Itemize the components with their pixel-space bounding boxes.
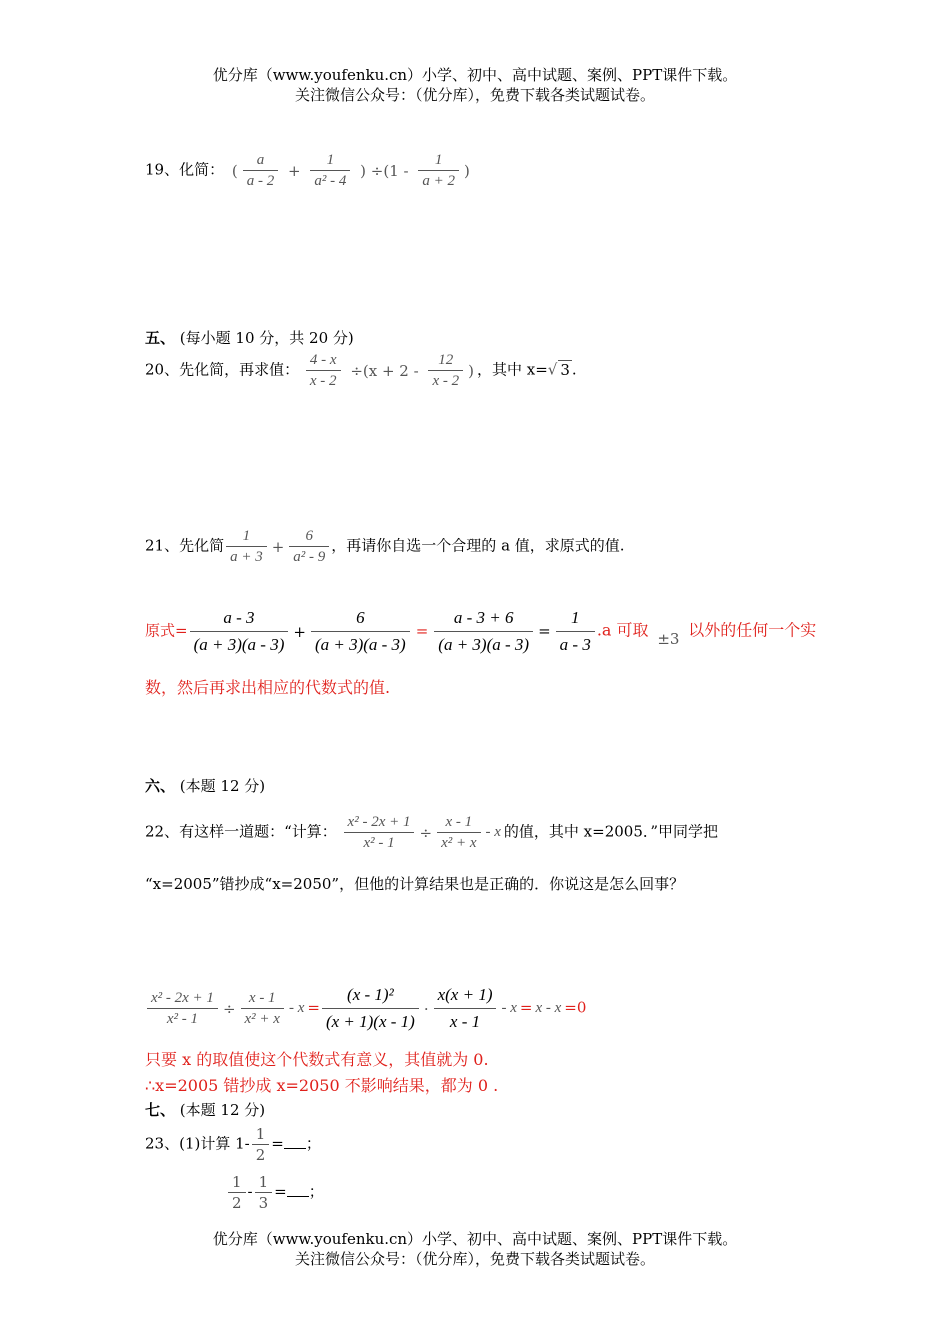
q22-minus-x: - x [485,824,501,840]
q19-f1-den: a - 2 [246,173,275,189]
q20-sqrt-sign: √ [547,360,558,379]
q20-f1-den: x - 2 [309,373,337,389]
ans22-mid: x - x [535,1000,562,1016]
q21-tail: ，再请你自选一个合理的 a 值，求原式的值. [331,536,625,555]
q22-fraction-1 [344,812,415,853]
q21-label: 21、先化简 [145,536,225,555]
q23-fraction-3 [255,1172,273,1213]
footer-line-2: 关注微信公众号：（优分库），免费下载各类试题试卷。 [294,1250,655,1268]
q22-f2-den: x² + x [441,835,477,851]
q22-f1-num: x² - 2x + 1 [344,812,415,833]
ans22-minus-x: - x [288,1000,305,1016]
q20-f2-den: x - 2 [432,373,460,389]
ans21-eq1: = [415,621,429,640]
q19-fraction-2 [310,150,350,191]
q20-fraction-1 [306,350,341,391]
ans21-fraction-1 [190,605,289,658]
q22-div: ÷ [419,823,433,842]
ans21-fraction-2 [311,605,410,658]
q23-f1-den: 2 [255,1146,266,1164]
q21-fraction-2 [289,526,329,567]
q23-f3-num: 1 [255,1172,273,1193]
ans21-plus: + [293,622,306,641]
ans21-eq2: = [538,621,551,640]
q23-blank-2[interactable] [287,1182,309,1197]
q22-label: 22、有这样一道题：“计算： [145,822,337,841]
q19-label: 19、化简： [145,160,225,179]
q20-label: 20、先化简，再求值： [145,360,300,379]
ans21-f1-den: (a + 3)(a - 3) [193,635,285,654]
q23-minus: - [247,1182,253,1201]
ans21-f1-num: a - 3 [190,605,289,632]
q23-blank-1[interactable] [284,1134,306,1149]
ans21-mid: .a 可取 [596,620,649,640]
q20-mid: ÷(x + 2 - [350,361,419,380]
ans22-f1-den: x² - 1 [166,1011,199,1027]
section-6-heading [145,775,265,796]
header-line-1: 优分库（www.youfenku.cn）小学、初中、高中试题、案例、PPT课件下载。 [212,66,738,84]
section-6-desc: (本题 12 分) [179,777,266,795]
q23-eq2: = [274,1182,287,1201]
ans22-f4-num: x(x + 1) [434,982,497,1009]
question-23-part-2 [226,1172,324,1213]
q20-sqrt-value: 3 [560,360,570,379]
q22-tail: 的值，其中 x=2005．”甲同学把 [503,822,719,841]
ans21-line-2: 数，然后再求出相应的代数式的值. [145,678,391,697]
q23-f2-num: 1 [228,1172,246,1193]
q23-end2: ； [308,1182,324,1201]
ans21-prefix: 原式= [145,621,188,640]
ans21-f4-den: a - 3 [559,635,591,654]
q23-end: ； [305,1134,321,1153]
ans22-f3-den: (x + 1)(x - 1) [325,1012,415,1031]
q19-fraction-3 [418,150,459,191]
ans21-f2-num: 6 [311,605,410,632]
header-line-2: 关注微信公众号：（优分库），免费下载各类试题试卷。 [294,86,655,104]
section-7-heading [145,1099,265,1120]
question-22 [145,812,718,853]
section-7-title: 七、 [145,1101,176,1119]
q22-line-2: “x=2005”错抄成“x=2050”，但他的计算结果也是正确的．你说这是怎么回事？ [145,875,685,893]
ans22-eq1: = [307,998,320,1017]
ans21-f3-den: (a + 3)(a - 3) [438,635,530,654]
q22-f2-num: x - 1 [437,812,480,833]
q22-fraction-2 [437,812,480,853]
q21-fraction-1 [226,526,267,567]
q21-f1-num: 1 [226,526,267,547]
ans22-f4-den: x - 1 [449,1012,481,1031]
q23-fraction-1 [252,1124,270,1165]
answer-21 [145,605,816,658]
q21-f1-den: a + 3 [230,549,263,565]
ans22-minus-x2: - x [501,1000,517,1016]
q23-eq: = [271,1134,284,1153]
q20-tail: ，其中 x= [476,360,548,379]
ans22-f3-num: (x - 1)² [322,982,419,1009]
answer-22 [145,982,586,1035]
q20-fraction-2 [428,350,463,391]
q19-f3-num: 1 [418,150,459,171]
q19-mid: ) ÷(1 - [360,161,409,180]
q23-label: 23、(1)计算 1- [145,1134,250,1153]
ans21-f3-num: a - 3 + 6 [434,605,533,632]
ans22-eq3: =0 [564,998,587,1017]
ans22-fraction-1 [147,988,218,1029]
q19-f2-den: a² - 4 [314,173,347,189]
q19-f1-num: a [243,150,279,171]
q23-f1-num: 1 [252,1124,270,1145]
ans22-div: ÷ [222,999,236,1018]
ans22-eq2: = [519,998,533,1017]
ans22-f2-den: x² + x [244,1011,280,1027]
q19-f3-den: a + 2 [422,173,455,189]
ans21-f4-num: 1 [556,605,595,632]
q23-fraction-2 [228,1172,246,1213]
ans21-f2-den: (a + 3)(a - 3) [314,635,406,654]
q23-f3-den: 3 [258,1194,269,1212]
q20-f1-num: 4 - x [306,350,341,371]
section-5-title: 五、 [145,329,176,347]
q19-f2-num: 1 [310,150,350,171]
ans22-fraction-4 [434,982,497,1035]
ans22-dot: · [423,999,429,1018]
q23-f2-den: 2 [232,1194,242,1212]
ans22-f2-num: x - 1 [241,988,284,1009]
ans22-fraction-2 [241,988,284,1029]
ans21-fraction-3 [434,605,533,658]
question-20 [145,350,577,391]
question-21 [145,526,625,567]
q19-close: ) [463,161,470,180]
q21-plus: + [271,537,285,556]
ans22-fraction-3 [322,982,419,1035]
q20-close: ) [468,361,474,380]
ans21-fraction-4 [556,605,595,658]
section-5-desc: (每小题 10 分，共 20 分) [179,329,354,347]
q19-fraction-1 [243,150,279,191]
section-7-desc: (本题 12 分) [179,1101,266,1119]
ans22-f1-num: x² - 2x + 1 [147,988,218,1009]
section-5-heading [145,327,354,348]
q20-f2-num: 12 [428,350,463,371]
ans21-tail: 以外的任何一个实 [688,620,817,640]
q21-f2-den: a² - 9 [293,549,326,565]
section-6-title: 六、 [145,777,176,795]
question-19 [145,150,473,191]
ans22-line-2: 只要 x 的取值使这个代数式有意义，其值就为 0. [145,1050,489,1069]
q19-open: ( [231,161,238,180]
q20-end: . [571,360,577,379]
ans22-line-3: ∴x=2005 错抄成 x=2050 不影响结果，都为 0 . [145,1076,499,1095]
q21-f2-num: 6 [289,526,329,547]
q22-f1-den: x² - 1 [363,835,395,851]
q19-plus: + [288,161,301,180]
ans21-pm3: ±3 [657,629,680,648]
footer-line-1: 优分库（www.youfenku.cn）小学、初中、高中试题、案例、PPT课件下载。 [212,1230,738,1248]
question-23-part-1 [145,1124,321,1165]
